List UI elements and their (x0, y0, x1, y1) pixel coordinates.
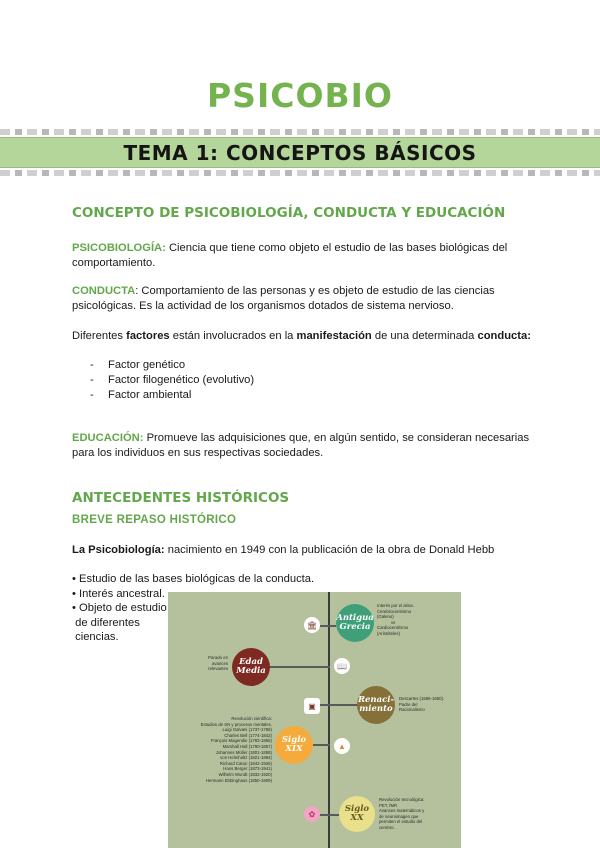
definition-conducta: : Comportamiento de las personas y es objeto de estudio de las ciencias psicológicas. Es la actividad de los organismos dotados de sistema nervioso. (72, 285, 495, 312)
note-line: Avances matemáticos y (379, 808, 425, 814)
subheading-repaso: BREVE REPASO HISTÓRICO (72, 514, 237, 526)
history-timeline-image (168, 592, 461, 848)
note-line: Richard Caton (1842-1926) (219, 760, 272, 766)
note-line: vs (391, 619, 396, 625)
term-conducta: CONDUCTA (72, 285, 136, 297)
section-heading-antecedentes: ANTECEDENTES HISTÓRICOS (72, 490, 290, 506)
list-item: de diferentes (72, 616, 140, 629)
paragraph-factores (72, 329, 542, 344)
bold-psicobiologia: La Psicobiología: (72, 544, 165, 556)
note-line: Estudios de SN y procesos mentales. (200, 721, 272, 727)
note-line: Interés por el alma. (377, 603, 414, 608)
connector (318, 704, 358, 706)
note-line: von Helmholtz (1821-1894) (220, 755, 272, 761)
text-fragment: Diferentes (72, 330, 127, 342)
document-title: PSICOBIO (207, 76, 393, 115)
term-educacion: EDUCACIÓN: (72, 432, 144, 444)
connector (318, 814, 340, 816)
list-item: - Factor ambiental (72, 388, 254, 403)
paragraph-conducta (72, 284, 542, 314)
flask-icon: ▲ (334, 738, 350, 754)
note-line: permiten el estudio del (379, 819, 423, 825)
note-line: Marshall Hall (1790-1857) (222, 743, 272, 749)
list-item: • Estudio de las bases biológicas de la conducta. (72, 573, 315, 585)
note-line: avances (211, 660, 228, 666)
note-line: (Aristóteles) (377, 630, 400, 636)
section-heading-concepts: CONCEPTO DE PSICOBIOLOGÍA, CONDUCTA Y EDUCACIÓN (72, 205, 506, 221)
museum-icon: 🏛 (304, 617, 320, 633)
brain-icon: ✿ (304, 806, 320, 822)
note-line: Padre del (399, 701, 418, 707)
note-line: de neuroimagen que (379, 813, 419, 819)
image-icon: ▣ (304, 698, 320, 714)
list-item: • Objeto de estudio (72, 602, 167, 614)
banner-decoration-top (0, 129, 600, 135)
paragraph-educacion (72, 431, 542, 461)
note-line: Cardiocentrismo (377, 625, 409, 631)
list-item: • Interés ancestral. (72, 587, 165, 600)
list-item: ciencias. (72, 631, 119, 643)
note-line: Cerebrocentrismo (377, 608, 412, 614)
text-fragment: están involucrados en la (169, 330, 297, 342)
note-line: Revolución tecnológica: (379, 797, 425, 802)
siglo-xx-notes (379, 797, 424, 831)
paragraph-psicobiologia (72, 241, 542, 271)
banner-decoration-bottom (0, 170, 600, 176)
media-notes (192, 655, 228, 672)
note-line: PET, fMR (379, 802, 398, 808)
note-line: Hans Berger (1873-1941) (223, 766, 272, 772)
bold-manifestacion: manifestación (296, 330, 372, 342)
note-line: Racionalismo (399, 707, 425, 713)
term-psicobiologia: PSICOBIOLOGÍA: (72, 242, 166, 254)
era-siglo-xix: Siglo XIX (275, 726, 313, 764)
connector (313, 744, 330, 746)
note-line: Descartes (1596-1650). (399, 696, 445, 701)
note-line: Luigi Galvani (1737-1798) (222, 727, 272, 733)
factor-list (72, 358, 254, 403)
definition-educacion: Promueve las adquisiciones que, en algún sentido, se consideran necesarias para los individuos en sus respectivas sociedades. (72, 432, 530, 459)
text-nacimiento: nacimiento en 1949 con la publicación de la obra de Donald Hebb (164, 544, 495, 556)
chapter-title: TEMA 1: CONCEPTOS BÁSICOS (123, 141, 477, 165)
note-line: Wilhelm Wundt (1832-1920) (218, 771, 272, 777)
list-item: - Factor filogenético (evolutivo) (72, 373, 254, 388)
bold-factores: factores (126, 330, 170, 342)
renacimiento-notes (399, 696, 444, 713)
note-line: relevantes (208, 666, 228, 672)
era-antigua-grecia: Antigua Grecia (336, 604, 374, 642)
note-line: Parado en (208, 655, 228, 660)
definition-psicobiologia: Ciencia que tiene como objeto el estudio de las bases biológicas del comportamiento. (72, 242, 508, 269)
era-edad-media: Edad Media (232, 648, 270, 686)
note-line: (Galeno) (377, 614, 394, 620)
bold-conducta: conducta: (477, 330, 531, 342)
note-line: Hermann Ebbinghaus (1850-1909) (205, 777, 272, 783)
grecia-notes (377, 603, 414, 637)
book-icon: 📖 (334, 658, 350, 674)
note-line: Charles Bell (1774-1842) (224, 732, 272, 738)
list-item: - Factor genético (72, 358, 254, 373)
note-line: cerebro. (379, 824, 395, 830)
note-line: Revolución científica: (231, 716, 272, 721)
connector (268, 666, 330, 668)
siglo-xix-notes (170, 716, 272, 783)
timeline-axis (328, 592, 330, 848)
era-siglo-xx: Siglo XX (339, 796, 375, 832)
note-line: François Magendie (1783-1855) (210, 738, 272, 744)
text-fragment: de una determinada (371, 330, 478, 342)
era-renacimiento: Renaci-miento (357, 686, 395, 724)
note-line: Johannes Müller (1801-1858) (215, 749, 272, 755)
paragraph-nacimiento (72, 543, 542, 558)
